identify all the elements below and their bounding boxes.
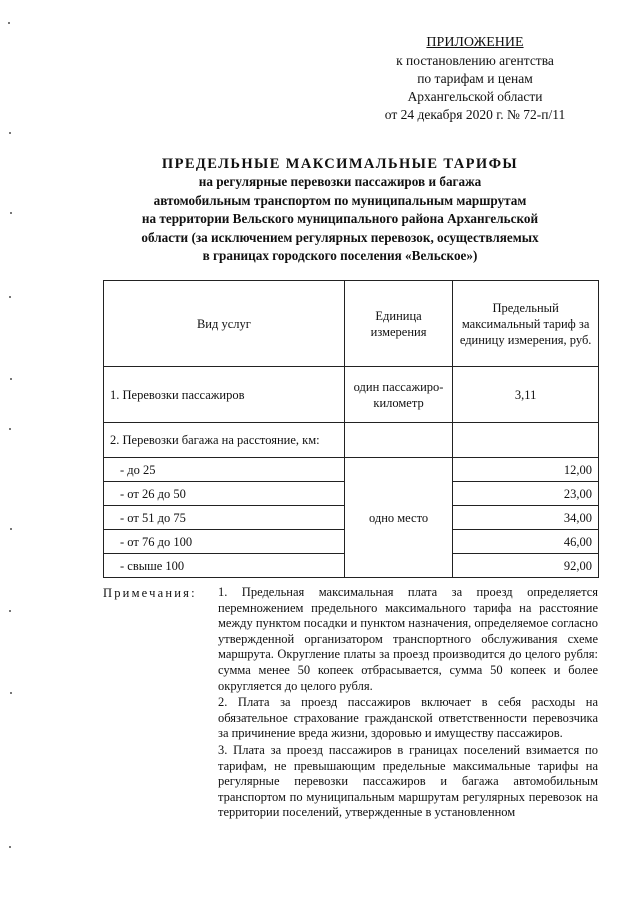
- header-unit: Единица измерения: [344, 281, 452, 367]
- scan-mark: [9, 428, 11, 430]
- appendix-line: Архангельской области: [407, 89, 543, 104]
- appendix-line: по тарифам и ценам: [417, 71, 533, 86]
- scan-mark: [10, 378, 12, 380]
- title-line: области (за исключением регулярных перевозок, осуществляемых: [141, 229, 539, 245]
- scan-mark: [9, 846, 11, 848]
- title-line: на территории Вельского муниципального района Архангельской: [141, 211, 539, 227]
- passengers-value: 3,11: [453, 367, 599, 423]
- note-item: 1. Предельная максимальная плата за проезд определяется перемножением предельного максимального тарифа на расстояние между пунктом посадки и пунктом назначения, определяемое согласно утвержденной организатором транспортного обслуживания схеме маршрута. Округление платы за проезд производится до целого рубля: сумма менее 50 копеек отбрасывается, сумма 50 копеек и более округляется до целого рубля.: [218, 585, 598, 693]
- scan-mark: [9, 296, 11, 298]
- notes-list: [218, 585, 598, 822]
- distance-label: - до 25: [104, 458, 345, 482]
- scan-mark: [10, 212, 12, 214]
- table-row: [104, 458, 599, 482]
- appendix-line: к постановлению агентства: [396, 53, 554, 68]
- document-title: [80, 155, 600, 265]
- header-tariff: Предельный максимальный тариф за единицу измерения, руб.: [453, 281, 599, 367]
- distance-label: - от 76 до 100: [104, 530, 345, 554]
- title-main: ПРЕДЕЛЬНЫЕ МАКСИМАЛЬНЫЕ ТАРИФЫ: [161, 156, 519, 172]
- distance-value: 34,00: [453, 506, 599, 530]
- notes-label: Примечания:: [103, 586, 197, 600]
- note-item: 3. Плата за проезд пассажиров в границах поселений взимается по тарифам, не превышающим предельные максимальные тарифы на регулярные перевозки пассажиров и багажа автомобильным транспортом по муниципальным маршрутам регулярных перевозок на территории поселений, утвержденные в установленном: [218, 742, 598, 820]
- baggage-label: 2. Перевозки багажа на расстояние, км:: [104, 423, 345, 458]
- note-item: 2. Плата за проезд пассажиров включает в себя расходы на обязательное страхование гражданской ответственности перевозчика за причинение вреда жизни, здоровью и имуществу пассажиров.: [218, 695, 598, 741]
- scan-mark: [10, 692, 12, 694]
- table-row-baggage: [104, 423, 599, 458]
- appendix-heading: ПРИЛОЖЕНИЕ: [426, 35, 524, 50]
- scan-mark: [9, 132, 11, 134]
- header-service: Вид услуг: [104, 281, 345, 367]
- distance-label: - свыше 100: [104, 554, 345, 578]
- title-line: автомобильным транспортом по муниципальным маршрутам: [153, 192, 527, 208]
- distance-value: 12,00: [453, 458, 599, 482]
- table-header-row: [104, 281, 599, 367]
- baggage-unit-blank: [344, 423, 452, 458]
- table-row-passengers: [104, 367, 599, 423]
- passengers-label: 1. Перевозки пассажиров: [104, 367, 345, 423]
- passengers-unit: один пассажиро-километр: [344, 367, 452, 423]
- baggage-value-blank: [453, 423, 599, 458]
- scan-mark: [9, 610, 11, 612]
- distance-value: 92,00: [453, 554, 599, 578]
- tariff-table: [103, 280, 599, 578]
- distance-label: - от 51 до 75: [104, 506, 345, 530]
- distance-value: 23,00: [453, 482, 599, 506]
- distance-label: - от 26 до 50: [104, 482, 345, 506]
- baggage-unit: одно место: [344, 458, 452, 578]
- distance-value: 46,00: [453, 530, 599, 554]
- title-line: в границах городского поселения «Вельское»): [202, 248, 478, 264]
- scan-mark: [8, 22, 10, 24]
- title-line: на регулярные перевозки пассажиров и багажа: [198, 174, 482, 190]
- scan-mark: [10, 528, 12, 530]
- appendix-block: [350, 34, 600, 124]
- appendix-date-line: от 24 декабря 2020 г. № 72-п/11: [384, 107, 566, 122]
